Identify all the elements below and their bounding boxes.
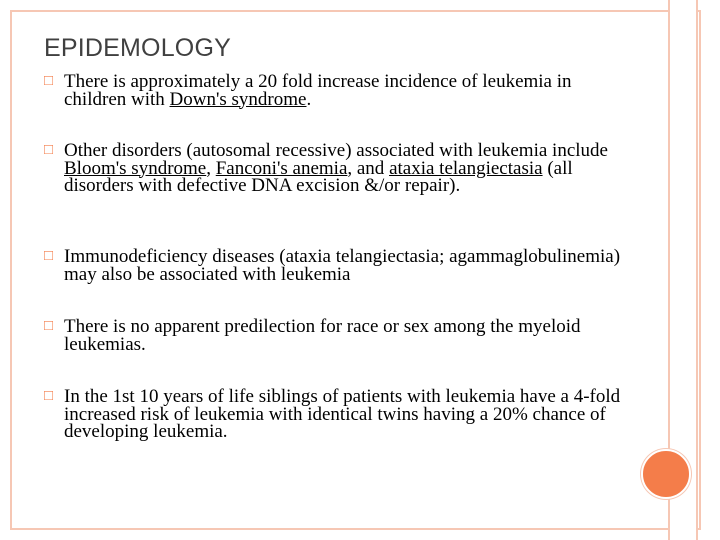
- blooms-syndrome-link[interactable]: Bloom's syndrome: [64, 157, 207, 179]
- bullet-text: There is approximately a 20 fold increase incidence of leukemia in children with Down's syndrome.: [64, 71, 572, 110]
- dingbat-square-bullet-icon: □: [44, 318, 54, 334]
- slide-title: EPIDEMOLOGY: [44, 34, 231, 62]
- down-syndrome-link[interactable]: Down's syndrome: [169, 88, 307, 110]
- fanconis-anemia-link[interactable]: Fanconi's anemia: [215, 157, 348, 179]
- dingbat-square-bullet-icon: □: [44, 388, 54, 404]
- ataxia-telangiectasia-link[interactable]: ataxia telangiectasia: [389, 157, 543, 179]
- bullet-text: Immunodeficiency diseases (ataxia telangiectasia; agammaglobulinemia) may also be associated with leukemia: [64, 246, 621, 285]
- dingbat-square-bullet-icon: □: [44, 142, 54, 158]
- dingbat-square-bullet-icon: □: [44, 248, 54, 264]
- bullet-text: Other disorders (autosomal recessive) associated with leukemia include Bloom's syndrome, Fanconi's anemia, and ataxia telangiectasia (all disorders with defective DNA excision &/or repair).: [64, 140, 608, 196]
- bullet-text: In the 1st 10 years of life siblings of patients with leukemia have a 4-fold increased risk of leukemia with identical twins having a 20% chance of developing leukemia.: [64, 386, 621, 442]
- dingbat-square-bullet-icon: □: [44, 73, 54, 89]
- decorative-circle: [641, 449, 691, 499]
- bullet-text: There is no apparent predilection for race or sex among the myeloid leukemias.: [64, 316, 581, 355]
